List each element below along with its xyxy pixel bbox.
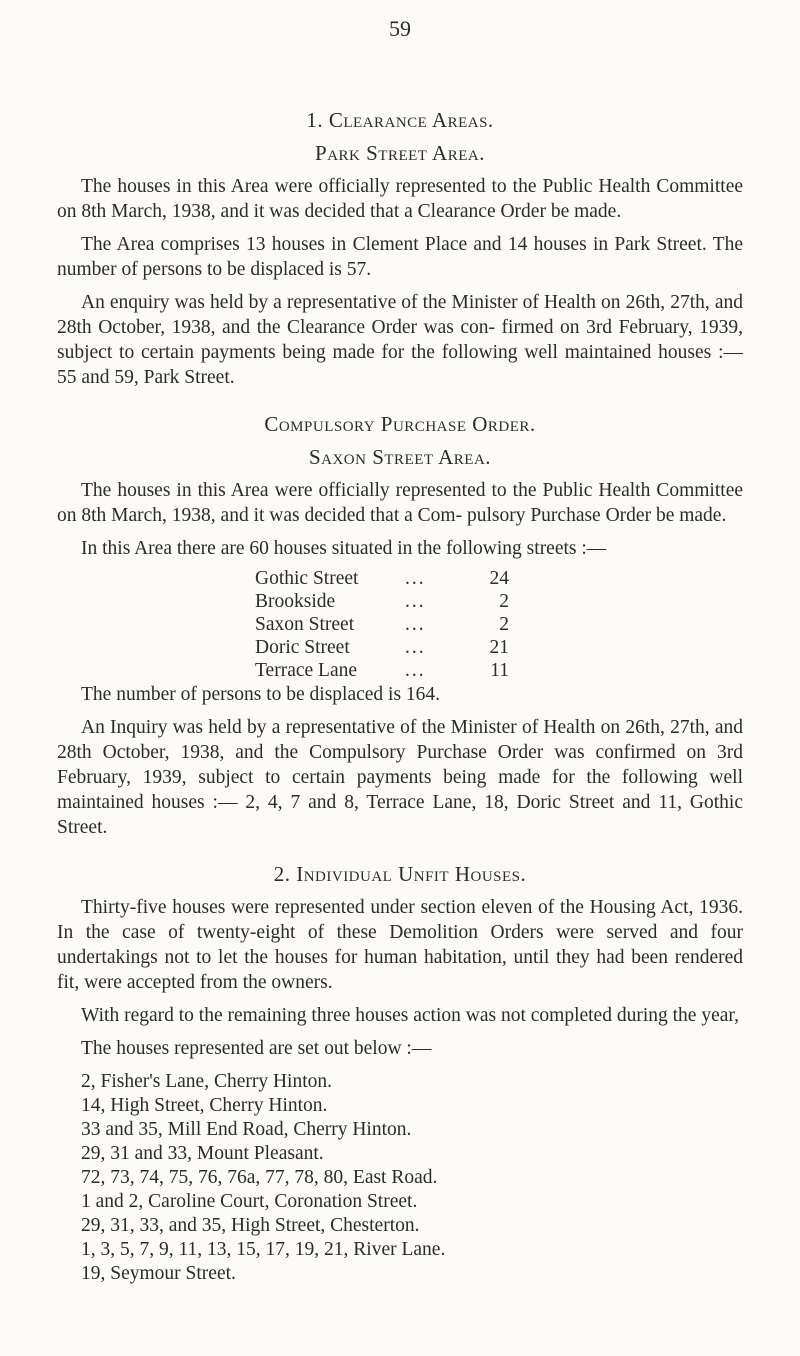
street-name: Saxon Street xyxy=(255,614,355,635)
document-body xyxy=(57,108,743,1285)
street-row xyxy=(255,636,743,659)
subheading-park-street-area: Park Street Area. xyxy=(315,141,485,165)
address-item: 29, 31 and 33, Mount Pleasant. xyxy=(81,1143,324,1164)
paragraph: The houses in this Area were officially represented to the Public Health Committee on 8th March, 1938, and it was decided that a Com- pulsory Purchase Order be made. xyxy=(57,480,743,526)
house-count: 24 xyxy=(489,568,509,589)
house-count: 11 xyxy=(490,660,509,681)
address-item: 19, Seymour Street. xyxy=(81,1263,236,1284)
paragraph: The houses represented are set out below :— xyxy=(81,1038,432,1059)
street-name: Terrace Lane xyxy=(255,660,358,681)
section-heading-individual-unfit-houses: 2. Individual Unfit Houses. xyxy=(273,862,527,886)
streets-list xyxy=(255,567,743,682)
leader-dots: ... xyxy=(405,637,426,658)
leader-dots: ... xyxy=(405,591,426,612)
page-number: 59 xyxy=(389,16,411,41)
paragraph: The Area comprises 13 houses in Clement Place and 14 houses in Park Street. The number of persons to be displaced is 57. xyxy=(57,234,743,280)
subheading-saxon-street-area: Saxon Street Area. xyxy=(308,445,492,469)
paragraph: The number of persons to be displaced is 164. xyxy=(81,684,441,705)
house-count: 2 xyxy=(499,614,509,635)
house-count: 21 xyxy=(489,637,509,658)
house-count: 2 xyxy=(499,591,509,612)
address-item: 2, Fisher's Lane, Cherry Hinton. xyxy=(81,1071,333,1092)
address-item: 14, High Street, Cherry Hinton. xyxy=(81,1095,328,1116)
paragraph: An enquiry was held by a representative of the Minister of Health on 26th, 27th, and 28th October, 1938, and the Clearance Order was con- firmed on 3rd February, 1939, subject to certain payments being made for the following well maintained houses :— 55 and 59, Park Street. xyxy=(57,292,743,388)
street-row xyxy=(255,590,743,613)
leader-dots: ... xyxy=(405,614,426,635)
street-name: Gothic Street xyxy=(255,568,359,589)
address-item: 33 and 35, Mill End Road, Cherry Hinton. xyxy=(81,1119,412,1140)
section-heading-compulsory-purchase-order: Compulsory Purchase Order. xyxy=(264,412,536,436)
paragraph: Thirty-five houses were represented under section eleven of the Housing Act, 1936. In the case of twenty-eight of these Demolition Orders were served and four undertakings not to let the houses for human habitation, until they had been rendered fit, were accepted from the owners. xyxy=(57,897,743,993)
address-item: 72, 73, 74, 75, 76, 76a, 77, 78, 80, East Road. xyxy=(81,1167,438,1188)
paragraph: An Inquiry was held by a representative of the Minister of Health on 26th, 27th, and 28th October, 1938, and the Compulsory Purchase Order was confirmed on 3rd February, 1939, subject to certain payments being made for the following well maintained houses :— 2, 4, 7 and 8, Terrace Lane, 18, Doric Street and 11, Gothic Street. xyxy=(57,717,743,838)
leader-dots: ... xyxy=(405,660,426,681)
street-row xyxy=(255,659,743,682)
paragraph: With regard to the remaining three houses action was not completed during the year, xyxy=(81,1005,739,1026)
address-item: 29, 31, 33, and 35, High Street, Chesterton. xyxy=(81,1215,420,1236)
address-list xyxy=(57,1069,743,1285)
section-heading-clearance-areas: 1. Clearance Areas. xyxy=(306,108,494,132)
paragraph: The houses in this Area were officially represented to the Public Health Committee on 8th March, 1938, and it was decided that a Clearance Order be made. xyxy=(57,176,743,222)
street-row xyxy=(255,567,743,590)
street-name: Doric Street xyxy=(255,637,350,658)
leader-dots: ... xyxy=(405,568,426,589)
address-item: 1, 3, 5, 7, 9, 11, 13, 15, 17, 19, 21, River Lane. xyxy=(81,1239,446,1260)
address-item: 1 and 2, Caroline Court, Coronation Street. xyxy=(81,1191,418,1212)
street-row xyxy=(255,613,743,636)
street-name: Brookside xyxy=(255,591,336,612)
paragraph: In this Area there are 60 houses situated in the following streets :— xyxy=(81,538,607,559)
